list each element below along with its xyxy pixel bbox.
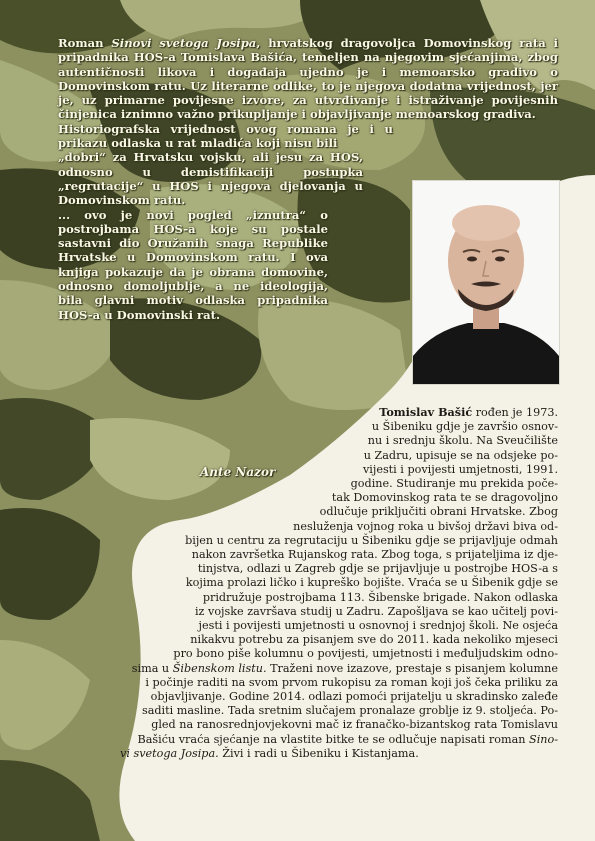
bio-line: u Šibeniku gdje je završio osnov- <box>371 420 558 434</box>
bio-line: gled na ranosrednjovjekovni mač iz franačko-bizantskog rata Tomislavu <box>151 718 558 732</box>
author-bio <box>120 405 558 761</box>
blurb-signature: Ante Nazor <box>200 465 276 479</box>
bio-text: Bašiću vraća sjećanje na vlastite bitke te se odlučuje napisati roman <box>137 732 530 746</box>
bio-line: bijen u centru za regrutaciju u Šibeniku gdje se prijavljuje odmah <box>185 533 558 547</box>
bio-line: i počinje raditi na svom prvom rukopisu za roman koji još čeka priliku za <box>145 675 558 689</box>
bio-line <box>120 733 558 747</box>
author-portrait-icon <box>413 181 559 384</box>
bio-line <box>120 662 558 676</box>
blurb-paragraph-2a <box>58 122 393 151</box>
bio-text: . Živi i radi u Šibeniku i Kistanjama. <box>215 746 419 760</box>
bio-line: pridružuje postrojbama 113. Šibenske brigade. Nakon odlaska <box>202 590 558 604</box>
bio-line: saditi masline. Tada sretnim slučajem pronalaze groblje iz 9. stoljeća. Po- <box>141 704 558 718</box>
blurb-p2b-text: „dobri“ za Hrvatsku vojsku, ali jesu za HOS, odnosno u demistifikaciji postupka „regrutacije“ u HOS i njegova djelovanja u Domovinskom ratu. <box>58 150 363 208</box>
bio-line: iz vojske završava studij u Zadru. Zapošljava se kao učitelj povi- <box>194 604 558 618</box>
bio-line: nikakvu potrebu za pisanjem sve do 2011. kada nekoliko mjeseci <box>190 633 558 647</box>
book-title-part: vi svetoga Josipa <box>120 746 216 760</box>
bio-line: kojima prolazi ličko i kupreško bojište. Vraća se u Šibenik gdje se <box>185 576 558 590</box>
bio-line <box>120 747 558 761</box>
blurb-paragraph-1 <box>58 36 558 122</box>
bio-line: godine. Studiranje mu prekida poče- <box>350 477 558 491</box>
bio-line: nesluženja vojnog roka u bivšoj državi biva od- <box>293 519 558 533</box>
blurb-p3-text: ... ovo je novi pogled „iznutra“ o postrojbama HOS-a koje su postale sastavni dio Oružanih snaga Republike Hrvatske u Domovinskom ratu. I ova knjiga pokazuje da je obrana domovine, odnosno domoljublje, a ne ideologija, bila glavni motiv odlaska pripadnika HOS-a u Domovinski rat. <box>58 207 328 322</box>
bio-line <box>120 405 558 420</box>
bio-line: jesti i povijesti umjetnosti u osnovnoj i srednjoj školi. Ne osjeća <box>198 619 558 633</box>
blurb-paragraph-2b <box>58 150 363 207</box>
bio-line: nu i srednju školu. Na Sveučilište <box>367 434 558 448</box>
blurb-p1-text: , hrvatskog dragovoljca Domovinskog rata i pripadnika HOS-a Tomislava Bašića, temeljen na njegovim sjećanjima, zbog autentičnosti likova i događaja ujedno je i memoarsko gradivo o Domovinskom ratu. Uz literarne odlike, to je njegova dodatna vrijednost, jer je, uz primarne povijesne izvore, za utvrđivanje i istraživanje povijesnih činjenica iznimno važno prikupljanje i objavljivanje memoarskog gradiva. <box>58 36 558 122</box>
bio-line: tak Domovinskog rata te se dragovoljno <box>331 491 558 505</box>
blurb-lead: Roman <box>58 36 112 50</box>
blurb-p2a-text: Historiografska vrijednost ovog romana je i u prikazu odlaska u rat mladića koji nisu bili <box>58 121 393 151</box>
bio-line: nakon završetka Rujanskog rata. Zbog toga, s prijateljima iz dje- <box>191 548 558 562</box>
bio-line: pro bono piše kolumnu o povijesti, umjetnosti i međuljudskim odno- <box>173 647 558 661</box>
bio-text: sima u <box>131 661 173 675</box>
author-photo <box>412 180 560 385</box>
bio-line: vijesti i povijesti umjetnosti, 1991. <box>362 462 558 476</box>
bio-line: odlučuje priključiti obrani Hrvatske. Zbog <box>319 505 558 519</box>
author-name: Tomislav Bašić <box>379 405 473 419</box>
bio-text: rođen je 1973. <box>472 406 558 419</box>
bio-line: u Zadru, upisuje se na odsjeke po- <box>363 448 558 462</box>
bio-line: objavljivanje. Godine 2014. odlazi pomoći prijatelju u skradinsko zaleđe <box>150 690 558 704</box>
bio-line: tinjstva, odlazi u Zagreb gdje se prijavljuje u postrojbe HOS-a s <box>197 562 558 576</box>
newspaper-title: Šibenskom listu <box>172 661 263 675</box>
bio-text: . Traženi nove izazove, prestaje s pisanjem kolumne <box>262 661 558 675</box>
book-title-part: Sino- <box>529 732 558 746</box>
blurb-book-title: Sinovi svetoga Josipa <box>111 36 257 50</box>
blurb-paragraph-3 <box>58 208 328 322</box>
